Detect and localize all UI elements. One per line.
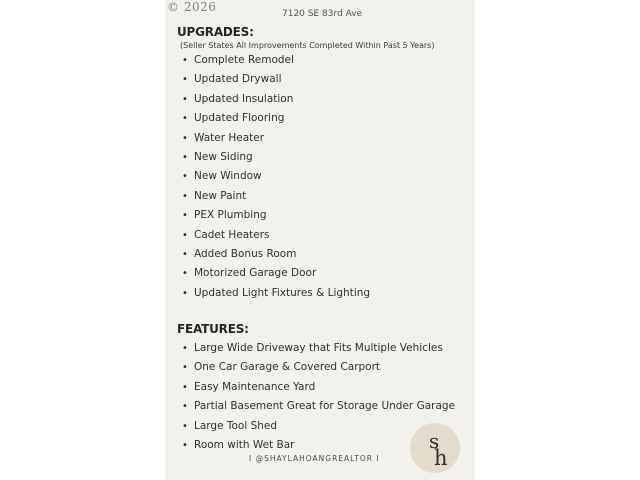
list-item	[182, 129, 370, 148]
list-item	[182, 187, 370, 206]
list-item	[182, 264, 370, 283]
bullet-icon: •	[182, 439, 188, 451]
property-address: 7120 SE 83rd Ave	[282, 9, 363, 19]
list-item	[182, 90, 370, 109]
bullet-icon: •	[182, 171, 188, 183]
list-item	[182, 339, 455, 358]
list-item-text: Added Bonus Room	[194, 247, 297, 260]
list-item	[182, 51, 370, 70]
bullet-icon: •	[182, 268, 188, 280]
bullet-icon: •	[182, 113, 188, 125]
list-item-text: Room with Wet Bar	[194, 438, 295, 451]
list-item-text: Large Wide Driveway that Fits Multiple Vehicles	[194, 342, 443, 354]
bullet-icon: •	[182, 55, 188, 66]
list-item-text: New Paint	[194, 189, 247, 202]
list-item-text: New Siding	[194, 150, 253, 163]
list-item-text: New Window	[194, 170, 262, 183]
bullet-icon: •	[182, 151, 188, 163]
list-item	[182, 167, 370, 186]
bullet-icon: •	[182, 343, 188, 354]
bullet-icon: •	[182, 93, 188, 105]
instagram-handle: I @SHAYLAHOANGREALTOR I	[249, 454, 380, 463]
list-item	[182, 70, 370, 89]
logo-letter-s: s	[429, 429, 440, 453]
list-item-text: Updated Flooring	[194, 112, 285, 125]
list-item	[182, 358, 455, 377]
list-item-text: PEX Plumbing	[194, 209, 267, 222]
upgrades-note: (Seller States All Improvements Completed Within Past 5 Years)	[180, 41, 435, 50]
bullet-icon: •	[182, 210, 188, 222]
logo-monogram-icon	[410, 423, 460, 473]
list-item-text: Partial Basement Great for Storage Under Garage	[194, 400, 456, 413]
list-item-text: One Car Garage & Covered Carport	[194, 361, 381, 374]
bullet-icon: •	[182, 132, 188, 144]
realtor-logo	[410, 423, 460, 473]
list-item	[182, 148, 370, 167]
bullet-icon: •	[182, 420, 188, 432]
bullet-icon: •	[182, 229, 188, 241]
list-item-text: Large Tool Shed	[194, 419, 278, 432]
list-item	[182, 226, 370, 245]
list-item-text: Motorized Garage Door	[194, 267, 317, 280]
list-item	[182, 109, 370, 128]
list-item-text: Water Heater	[194, 131, 265, 144]
bullet-icon: •	[182, 287, 188, 299]
copyright-watermark: © 2026	[167, 0, 217, 14]
upgrades-list	[182, 51, 370, 303]
features-heading: FEATURES:	[177, 322, 249, 336]
list-item	[182, 245, 370, 264]
bullet-icon: •	[182, 74, 188, 86]
bullet-icon: •	[182, 248, 188, 260]
list-item	[182, 206, 370, 225]
bullet-icon: •	[182, 362, 188, 374]
list-item-text: Cadet Heaters	[194, 228, 270, 241]
list-item-text: Complete Remodel	[194, 54, 294, 66]
list-item-text: Updated Light Fixtures & Lighting	[194, 286, 371, 299]
bullet-icon: •	[182, 190, 188, 202]
bullet-icon: •	[182, 401, 188, 413]
upgrades-heading: UPGRADES:	[177, 25, 254, 39]
logo-letter-h: h	[434, 446, 448, 470]
list-item-text: Easy Maintenance Yard	[194, 380, 316, 393]
list-item	[182, 397, 455, 416]
list-item	[182, 378, 455, 397]
flyer-page	[165, 0, 475, 480]
list-item-text: Updated Drywall	[194, 73, 282, 86]
bullet-icon: •	[182, 381, 188, 393]
list-item-text: Updated Insulation	[194, 92, 294, 105]
list-item	[182, 284, 370, 303]
